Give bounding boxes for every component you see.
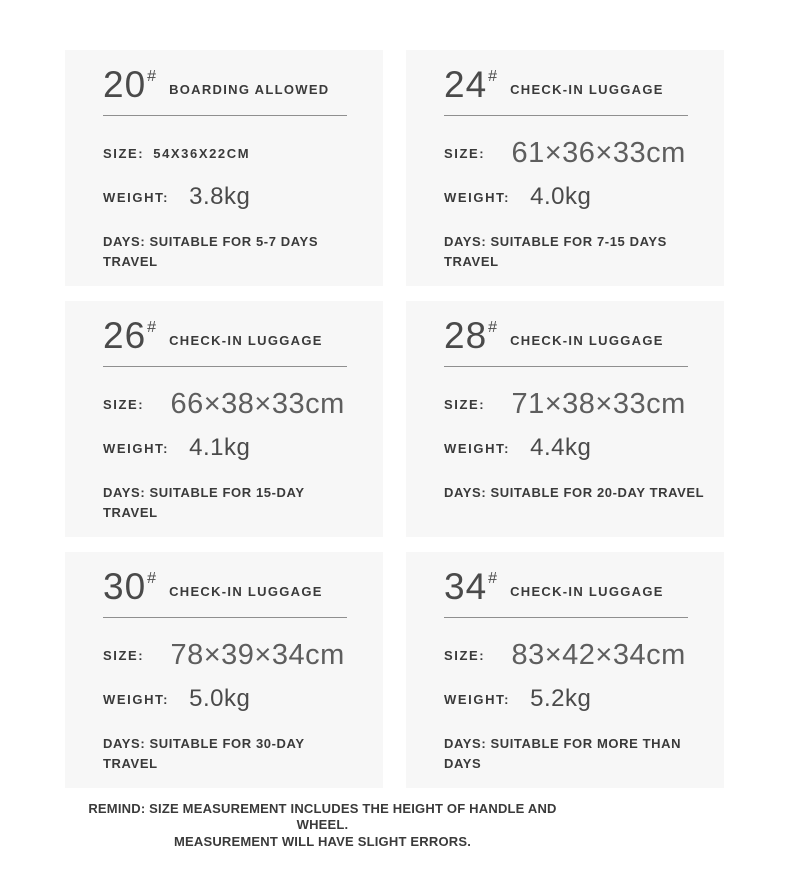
spec-card-30 (65, 552, 383, 788)
spec-card-34 (406, 552, 724, 788)
card-title: CHECK-IN LUGGAGE (510, 584, 664, 599)
hash-superscript: # (488, 319, 498, 336)
size-value: 61×36×33cm (511, 136, 686, 169)
size-number: 20 (103, 64, 147, 105)
size-row (444, 636, 688, 674)
size-row (103, 134, 347, 172)
hash-superscript: # (488, 570, 498, 587)
size-row (103, 385, 347, 423)
card-header (444, 568, 688, 605)
size-label: SIZE: (444, 145, 486, 161)
card-title: CHECK-IN LUGGAGE (169, 333, 323, 348)
days-text: DAYS: SUITABLE FOR 7-15 DAYS TRAVEL (444, 234, 667, 270)
hash-superscript: # (147, 570, 157, 587)
card-title: BOARDING ALLOWED (169, 82, 330, 97)
header-underline (444, 617, 688, 618)
weight-value: 4.1kg (189, 434, 251, 461)
hash-superscript: # (147, 68, 157, 85)
size-label: SIZE: (103, 647, 145, 663)
header-underline (103, 115, 347, 116)
days-text: DAYS: SUITABLE FOR 30-DAY TRAVEL (103, 736, 305, 772)
weight-label: WEIGHT: (444, 189, 511, 205)
remind-note (65, 801, 580, 850)
size-value: 78×39×34cm (170, 638, 345, 671)
header-underline (444, 366, 688, 367)
weight-value: 4.4kg (530, 434, 592, 461)
card-header (444, 317, 688, 354)
header-underline (103, 617, 347, 618)
weight-value: 5.2kg (530, 685, 592, 712)
days-text: DAYS: SUITABLE FOR 5-7 DAYS TRAVEL (103, 234, 319, 270)
weight-label: WEIGHT: (444, 440, 511, 456)
size-row (444, 134, 688, 172)
weight-row (444, 433, 688, 463)
card-header (103, 317, 347, 354)
size-value: 71×38×33cm (511, 387, 686, 420)
weight-row (444, 684, 688, 714)
size-number: 28 (444, 315, 488, 356)
weight-label: WEIGHT: (444, 691, 511, 707)
card-header (103, 66, 347, 103)
days-text: DAYS: SUITABLE FOR MORE THAN DAYS (444, 736, 682, 772)
remind-line-1: REMIND: SIZE MEASUREMENT INCLUDES THE HEIGHT OF HANDLE AND WHEEL. (88, 801, 557, 833)
header-underline (444, 115, 688, 116)
hash-superscript: # (147, 319, 157, 336)
size-value: 54X36X22CM (153, 145, 251, 161)
size-label: SIZE: (444, 396, 486, 412)
weight-label: WEIGHT: (103, 440, 170, 456)
size-label: SIZE: (103, 396, 145, 412)
size-number: 26 (103, 315, 147, 356)
card-title: CHECK-IN LUGGAGE (510, 333, 664, 348)
size-label: SIZE: (103, 145, 145, 161)
weight-label: WEIGHT: (103, 189, 170, 205)
days-text: DAYS: SUITABLE FOR 20-DAY TRAVEL (444, 485, 705, 500)
size-value: 83×42×34cm (511, 638, 686, 671)
hash-superscript: # (488, 68, 498, 85)
size-label: SIZE: (444, 647, 486, 663)
card-title: CHECK-IN LUGGAGE (510, 82, 664, 97)
weight-row (103, 182, 347, 212)
remind-line-2: MEASUREMENT WILL HAVE SLIGHT ERRORS. (173, 833, 472, 849)
size-row (444, 385, 688, 423)
size-number: 24 (444, 64, 488, 105)
days-text: DAYS: SUITABLE FOR 15-DAY TRAVEL (103, 485, 305, 521)
header-underline (103, 366, 347, 367)
spec-card-26 (65, 301, 383, 537)
weight-label: WEIGHT: (103, 691, 170, 707)
spec-card-24 (406, 50, 724, 286)
size-number: 34 (444, 566, 488, 607)
weight-value: 4.0kg (530, 183, 592, 210)
spec-card-20 (65, 50, 383, 286)
card-title: CHECK-IN LUGGAGE (169, 584, 323, 599)
weight-value: 5.0kg (189, 685, 251, 712)
size-number: 30 (103, 566, 147, 607)
weight-row (103, 433, 347, 463)
weight-value: 3.8kg (189, 183, 251, 210)
size-row (103, 636, 347, 674)
weight-row (444, 182, 688, 212)
card-header (444, 66, 688, 103)
card-header (103, 568, 347, 605)
spec-card-28 (406, 301, 724, 537)
size-value: 66×38×33cm (170, 387, 345, 420)
weight-row (103, 684, 347, 714)
